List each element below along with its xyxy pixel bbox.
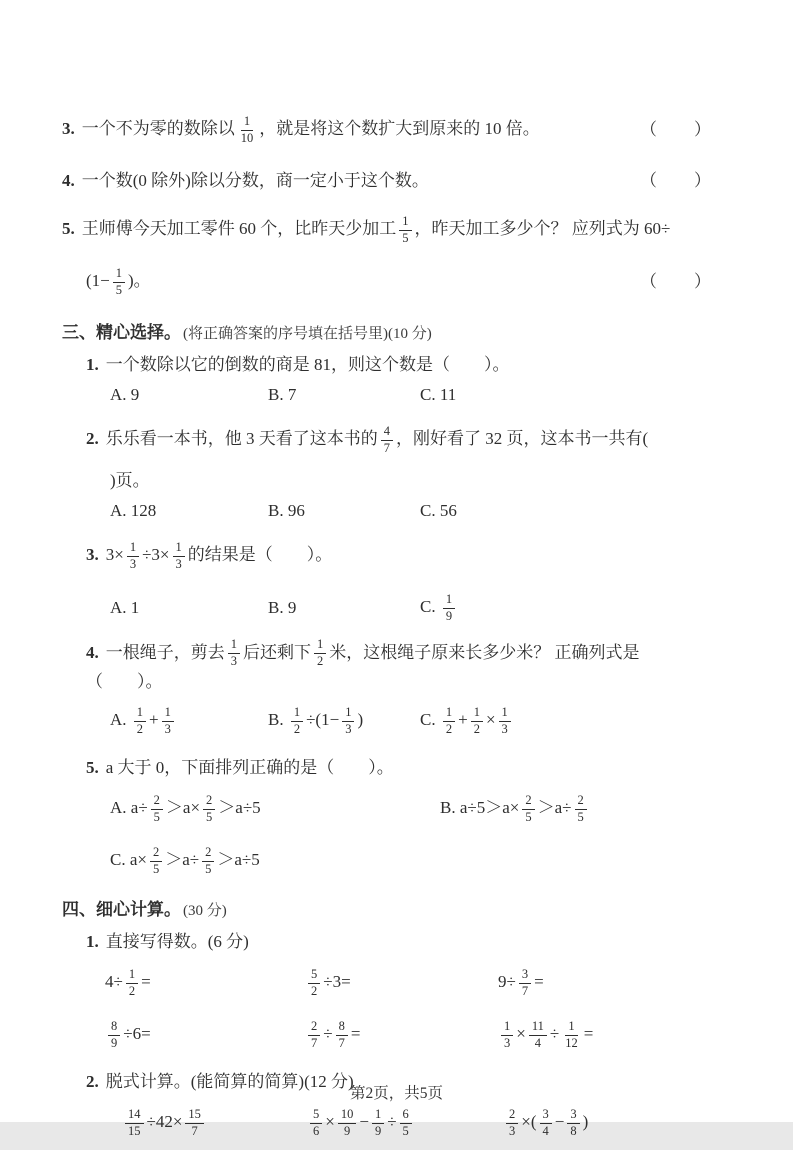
choice-question-2: [62, 414, 712, 466]
calc-expression: $\frac{2}{3}$ ×( $\frac{3}{4}$ − $\frac{3}{8}$ ): [503, 1108, 712, 1139]
option-a: A. a÷ $\frac{2}{5}$ ＞a× $\frac{2}{5}$ ＞a÷5: [110, 792, 261, 824]
option-c: C. $\frac{1}{2}$ + $\frac{1}{2}$ × $\frac{1}{3}$: [420, 706, 712, 737]
option-a: A. 128: [110, 501, 157, 521]
fraction: $\frac{1}{3}$: [501, 1020, 513, 1051]
fraction: $\frac{2}{5}$: [203, 794, 215, 825]
question-text: [86, 638, 712, 695]
question-body: 一个不为零的数除以 $\frac{1}{10}$ ，就是将这个数扩大到原来的 10 倍。: [81, 113, 540, 145]
option-b: B. 9: [268, 598, 297, 618]
fraction: $\frac{1}{2}$: [291, 706, 303, 737]
option-a: A. 1: [110, 598, 140, 618]
fraction: $\frac{6}{5}$: [400, 1108, 412, 1139]
fraction: $\frac{1}{3}$: [162, 706, 174, 737]
fraction: $\frac{1}{3}$: [342, 706, 354, 737]
calc-written-row-1: [62, 958, 712, 1010]
section-choice-header: [62, 320, 712, 346]
fraction: $\frac{1}{2}$: [471, 706, 483, 737]
calc-item: $\frac{8}{9}$ ÷6=: [105, 1020, 305, 1051]
question-number: 2.: [86, 429, 99, 449]
question-text: [86, 425, 712, 456]
fraction: $\frac{3}{4}$: [540, 1108, 552, 1139]
subsection-number: 1.: [86, 932, 99, 952]
subsection-label: [86, 929, 712, 955]
choice-question-3: [62, 530, 712, 582]
option-b: B. $\frac{1}{2}$ ÷(1− $\frac{1}{3}$ ): [268, 704, 364, 736]
fraction: $\frac{2}{5}$: [575, 794, 587, 825]
fraction: $\frac{2}{7}$: [308, 1020, 320, 1051]
answer-bracket: （ ）: [640, 271, 712, 291]
fraction: $\frac{1}{2}$: [314, 638, 326, 669]
judge-question-5-line2: [62, 256, 712, 308]
judge-question-3: [62, 104, 712, 156]
fraction: $\frac{8}{9}$: [108, 1020, 120, 1051]
choice-question-5-options-row1: [62, 783, 712, 835]
judge-question-5: [62, 204, 712, 256]
judge-question-4-text: [62, 168, 630, 194]
fraction: $\frac{3}{8}$: [567, 1108, 579, 1139]
question-text: [86, 541, 712, 572]
page-indicator: 第2页，共5页: [349, 1084, 443, 1102]
question-number: 5.: [62, 218, 75, 238]
fraction: $\frac{2}{5}$: [522, 794, 534, 825]
fraction: $\frac{1}{3}$: [499, 706, 511, 737]
fraction: $\frac{11}{4}$: [529, 1020, 547, 1051]
question-body: 3× $\frac{1}{3}$ ÷3× $\frac{1}{3}$ 的结果是（ ）。: [105, 540, 333, 571]
fraction: $\frac{1}{2}$: [126, 968, 138, 999]
fraction: $\frac{1}{10}$: [240, 113, 254, 145]
choice-question-5-options-row2: [62, 835, 712, 887]
fraction: $\frac{1}{5}$: [399, 215, 411, 246]
question-number: 3.: [86, 545, 99, 565]
question-body: 一根绳子，剪去 $\frac{1}{3}$ 后还剩下 $\frac{1}{2}$ 米，这根绳子原来长多少米？ 正确列式是（ ）。: [86, 637, 640, 691]
choice-question-4-options: [62, 695, 712, 747]
fraction: $\frac{1}{9}$: [372, 1108, 384, 1139]
judge-question-4: [62, 164, 712, 198]
calc-item: $\frac{1}{3}$ × $\frac{11}{4}$ ÷ $\frac{1}{12}$ =: [498, 1020, 712, 1051]
fraction: $\frac{1}{2}$: [443, 706, 455, 737]
answer-bracket: （ ）: [640, 119, 712, 139]
subsection-number: 2.: [86, 1072, 99, 1092]
answer-bracket: （ ）: [640, 170, 712, 190]
fraction: $\frac{3}{7}$: [519, 968, 531, 999]
section-calc-header: [62, 897, 712, 923]
question-body: a 大于 0，下面排列正确的是（ ）。: [105, 758, 394, 778]
option-b: B. 7: [268, 385, 297, 405]
option-a: A. 9: [110, 385, 140, 405]
option-c: C. $\frac{1}{9}$: [420, 593, 712, 624]
option-c: C. 11: [420, 385, 457, 405]
question-body: 一个数除以它的倒数的商是 81，则这个数是（ ）。: [105, 355, 510, 375]
fraction: $\frac{1}{12}$: [565, 1019, 578, 1051]
fraction: $\frac{1}{3}$: [127, 541, 139, 572]
option-b: B. 96: [268, 501, 305, 521]
fraction: $\frac{2}{5}$: [202, 846, 214, 877]
fraction: $\frac{4}{7}$: [381, 425, 393, 456]
fraction: $\frac{1}{3}$: [173, 541, 185, 572]
choice-question-3-options: [62, 582, 712, 634]
question-number: 5.: [86, 758, 99, 778]
section-title: 四、细心计算。: [62, 900, 181, 920]
fraction: $\frac{2}{5}$: [150, 846, 162, 877]
option-a: A. $\frac{1}{2}$ + $\frac{1}{3}$: [110, 706, 268, 737]
page-footer: [0, 1082, 793, 1106]
choice-question-5: [62, 753, 712, 783]
option-c: C. 56: [420, 501, 457, 521]
fraction: $\frac{5}{2}$: [308, 968, 320, 999]
fraction: $\frac{14}{15}$: [125, 1108, 144, 1139]
question-body-continued: )页。: [110, 471, 150, 491]
question-number: 4.: [86, 642, 99, 662]
fraction: $\frac{5}{6}$: [310, 1108, 322, 1139]
calc-item: 4÷ $\frac{1}{2}$ =: [105, 967, 151, 999]
choice-question-4: [62, 638, 712, 695]
calc-expression: $\frac{5}{6}$ × $\frac{10}{9}$ − $\frac{1}{9}$ ÷ $\frac{6}{5}$: [307, 1108, 503, 1139]
question-body: 乐乐看一本书，他 3 天看了这本书的 $\frac{4}{7}$ ，刚好看了 32 页，这本书一共有(: [105, 424, 649, 455]
subsection-title: 直接写得数。(6 分): [105, 932, 249, 952]
calc-written-label: [62, 928, 712, 958]
fraction: $\frac{1}{3}$: [228, 638, 240, 669]
choice-question-1-options: [62, 380, 712, 410]
calc-item: $\frac{2}{7}$ ÷ $\frac{8}{7}$ =: [305, 1020, 498, 1051]
judge-question-3-text: [62, 115, 630, 146]
subsection-title: 脱式计算。(能简算的简算)(12 分): [105, 1072, 354, 1092]
question-text: [86, 352, 712, 378]
fraction: $\frac{15}{7}$: [185, 1108, 204, 1139]
calc-item: $\frac{5}{2}$ ÷3=: [305, 968, 498, 999]
section-title: 三、精心选择。: [62, 323, 181, 342]
calc-expression: $\frac{14}{15}$ ÷42× $\frac{15}{7}$: [122, 1108, 307, 1139]
fraction: $\frac{1}{5}$: [113, 267, 125, 298]
section-subtitle: (30 分): [183, 903, 227, 920]
fraction: $\frac{2}{5}$: [151, 794, 163, 825]
question-body-continued: (1− $\frac{1}{5}$ )。: [86, 265, 151, 297]
choice-question-2-options: [62, 496, 712, 526]
question-number: 1.: [86, 355, 99, 375]
fraction: $\frac{2}{3}$: [506, 1108, 518, 1139]
question-number: 4.: [62, 170, 75, 190]
choice-question-1: [62, 350, 712, 380]
question-text: [86, 755, 712, 781]
fraction: $\frac{1}{2}$: [134, 706, 146, 737]
fraction: $\frac{8}{7}$: [336, 1020, 348, 1051]
calc-written-row-2: [62, 1010, 712, 1062]
option-c: C. a× $\frac{2}{5}$ ＞a÷ $\frac{2}{5}$ ＞a÷5: [110, 844, 260, 876]
question-body: 王师傅今天加工零件 60 个，比昨天少加工 $\frac{1}{5}$ ，昨天加工多少个？ 应列式为 60÷: [81, 213, 671, 245]
option-b: B. a÷5＞a× $\frac{2}{5}$ ＞a÷ $\frac{2}{5}$: [440, 794, 712, 825]
judge-question-5-text: [62, 215, 712, 246]
calc-item: 9÷ $\frac{3}{7}$ =: [498, 967, 544, 999]
question-body: 一个数(0 除外)除以分数，商一定小于这个数。: [81, 170, 429, 190]
worksheet-content: [62, 104, 712, 1150]
choice-question-2-line2: [62, 466, 712, 496]
fraction: $\frac{10}{9}$: [338, 1108, 357, 1139]
question-number: 3.: [62, 118, 75, 138]
section-subtitle: (将正确答案的序号填在括号里)(10 分): [183, 326, 432, 342]
fraction: $\frac{1}{9}$: [443, 593, 455, 624]
